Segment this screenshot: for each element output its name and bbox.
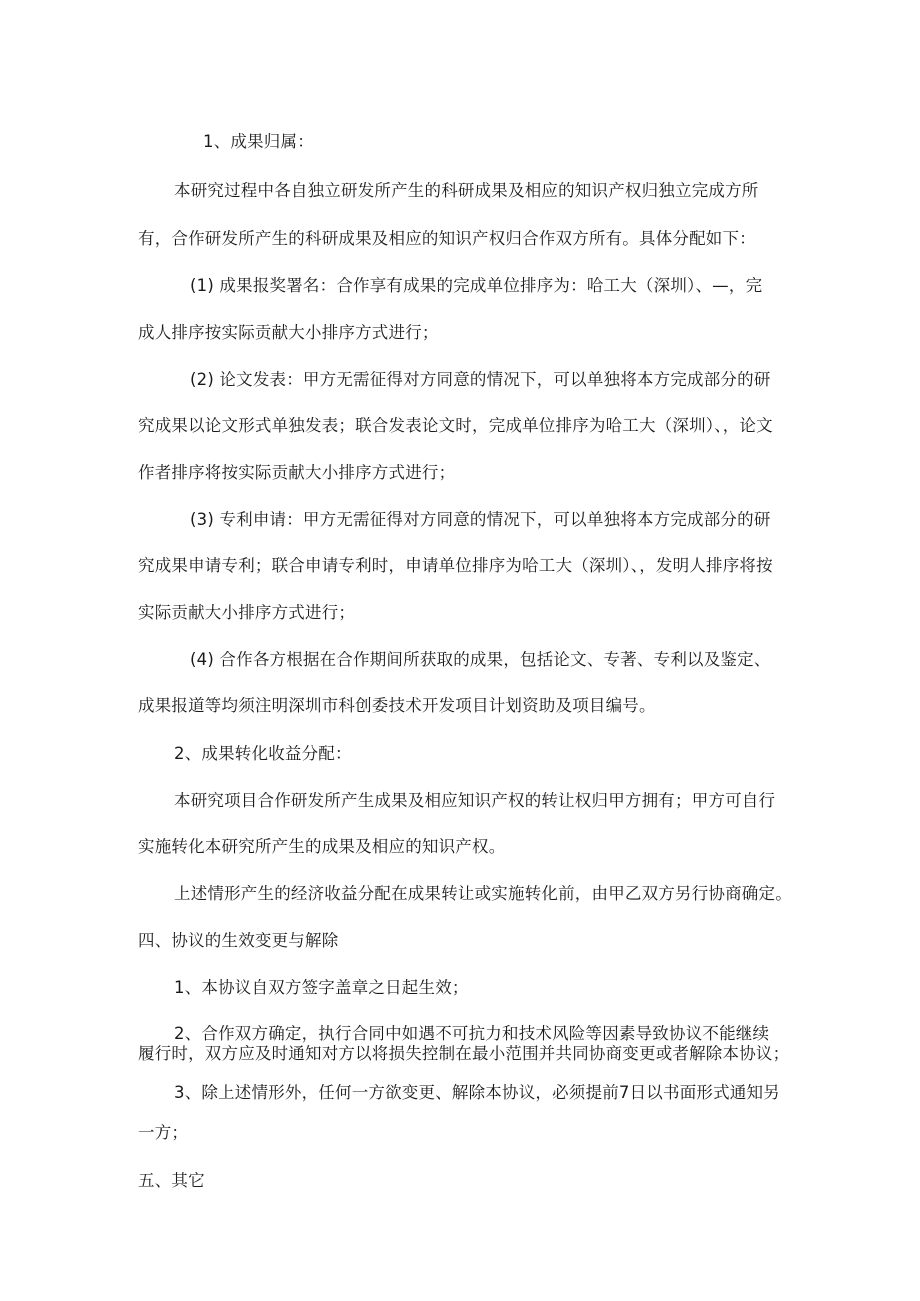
text-line: 本研究过程中各自独立研发所产生的科研成果及相应的知识产权归独立完成方所 [174, 181, 759, 200]
section-heading: 五、其它 [138, 1171, 205, 1190]
text-line: 有，合作研发所产生的科研成果及相应的知识产权归合作双方所有。具体分配如下： [138, 229, 756, 248]
text-line: 成人排序按实际贡献大小排序方式进行； [138, 323, 439, 342]
text-line: 3、除上述情形外，任何一方欲变更、解除本协议，必须提前7日以书面形式通知另 [174, 1083, 780, 1102]
text-line: (3) 专利申请：甲方无需征得对方同意的情况下，可以单独将本方完成部分的研 [190, 510, 771, 529]
text-line: (1) 成果报奖署名：合作享有成果的完成单位排序为：哈工大（深圳）、—，完 [190, 276, 763, 295]
text-line: 一方； [138, 1123, 189, 1142]
text-line: 2、成果转化收益分配： [174, 744, 352, 763]
text-line: 究成果以论文形式单独发表；联合发表论文时，完成单位排序为哈工大（深圳）、，论文 [138, 416, 773, 435]
text-line: 上述情形产生的经济收益分配在成果转让或实施转化前，由甲乙双方另行协商确定。 [174, 884, 792, 903]
section-heading: 四、协议的生效变更与解除 [138, 931, 339, 950]
text-line: 2、合作双方确定，执行合同中如遇不可抗力和技术风险等因素导致协议不能继续 [174, 1024, 770, 1043]
text-line: 究成果申请专利；联合申请专利时，申请单位排序为哈工大（深圳）、，发明人排序将按 [138, 556, 773, 575]
text-line: (2) 论文发表：甲方无需征得对方同意的情况下，可以单独将本方完成部分的研 [190, 370, 771, 389]
text-line: 实际贡献大小排序方式进行； [138, 603, 356, 622]
text-line: 实施转化本研究所产生的成果及相应的知识产权。 [138, 837, 506, 856]
text-line: 本研究项目合作研发所产生成果及相应知识产权的转让权归甲方拥有；甲方可自行 [174, 791, 776, 810]
text-line: 作者排序将按实际贡献大小排序方式进行； [138, 463, 456, 482]
text-line: 成果报道等均须注明深圳市科创委技术开发项目计划资助及项目编号。 [138, 696, 656, 715]
text-line: 1、成果归属： [203, 132, 314, 151]
text-line: 履行时，双方应及时通知对方以将损失控制在最小范围并共同协商变更或者解除本协议； [138, 1044, 790, 1063]
text-line: 1、本协议自双方签字盖章之日起生效； [174, 978, 469, 997]
text-line: (4) 合作各方根据在合作期间所获取的成果，包括论文、专著、专利以及鉴定、 [190, 650, 771, 669]
